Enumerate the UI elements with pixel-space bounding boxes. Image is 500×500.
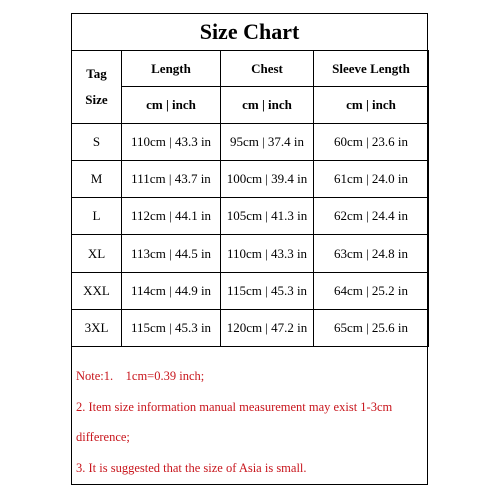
table-row xyxy=(72,198,429,235)
table-row xyxy=(72,124,429,161)
chest-cell: 105cm | 41.3 in xyxy=(221,198,314,235)
header-row xyxy=(72,51,429,87)
length-cell: 115cm | 45.3 in xyxy=(122,310,221,347)
table-row xyxy=(72,161,429,198)
chest-header: Chest xyxy=(221,51,314,87)
size-chart xyxy=(71,13,428,485)
sleeve-cell: 63cm | 24.8 in xyxy=(314,235,429,273)
sleeve-cell: 64cm | 25.2 in xyxy=(314,273,429,310)
size-table xyxy=(71,50,429,347)
length-header: Length xyxy=(122,51,221,87)
note-line-3: difference; xyxy=(76,430,130,444)
length-cell: 110cm | 43.3 in xyxy=(122,124,221,161)
length-cell: 114cm | 44.9 in xyxy=(122,273,221,310)
size-cell: XXL xyxy=(72,273,122,310)
chest-cell: 120cm | 47.2 in xyxy=(221,310,314,347)
length-unit: cm | inch xyxy=(122,87,221,124)
size-cell: L xyxy=(72,198,122,235)
size-cell: M xyxy=(72,161,122,198)
sleeve-cell: 60cm | 23.6 in xyxy=(314,124,429,161)
chart-title: Size Chart xyxy=(72,14,427,51)
sleeve-cell: 62cm | 24.4 in xyxy=(314,198,429,235)
length-cell: 113cm | 44.5 in xyxy=(122,235,221,273)
chest-cell: 95cm | 37.4 in xyxy=(221,124,314,161)
sleeve-cell: 61cm | 24.0 in xyxy=(314,161,429,198)
tag-label: Tag xyxy=(86,66,107,81)
sleeve-length-header: Sleeve Length xyxy=(314,51,429,87)
size-cell: 3XL xyxy=(72,310,122,347)
note-line-1: Note:1. 1cm=0.39 inch; xyxy=(76,369,205,383)
length-cell: 112cm | 44.1 in xyxy=(122,198,221,235)
size-label: Size xyxy=(85,92,108,107)
chest-cell: 115cm | 45.3 in xyxy=(221,273,314,310)
tag-size-header xyxy=(72,51,122,124)
note-line-2: 2. Item size information manual measurement may exist 1-3cm xyxy=(76,400,393,414)
sleeve-cell: 65cm | 25.6 in xyxy=(314,310,429,347)
chest-unit: cm | inch xyxy=(221,87,314,124)
size-cell: S xyxy=(72,124,122,161)
units-row xyxy=(72,87,429,124)
table-row xyxy=(72,235,429,273)
size-cell: XL xyxy=(72,235,122,273)
chest-cell: 110cm | 43.3 in xyxy=(221,235,314,273)
sleeve-unit: cm | inch xyxy=(314,87,429,124)
length-cell: 111cm | 43.7 in xyxy=(122,161,221,198)
note-line-4: 3. It is suggested that the size of Asia is small. xyxy=(76,461,307,475)
notes-section xyxy=(72,355,427,484)
table-row xyxy=(72,273,429,310)
chest-cell: 100cm | 39.4 in xyxy=(221,161,314,198)
table-row xyxy=(72,310,429,347)
